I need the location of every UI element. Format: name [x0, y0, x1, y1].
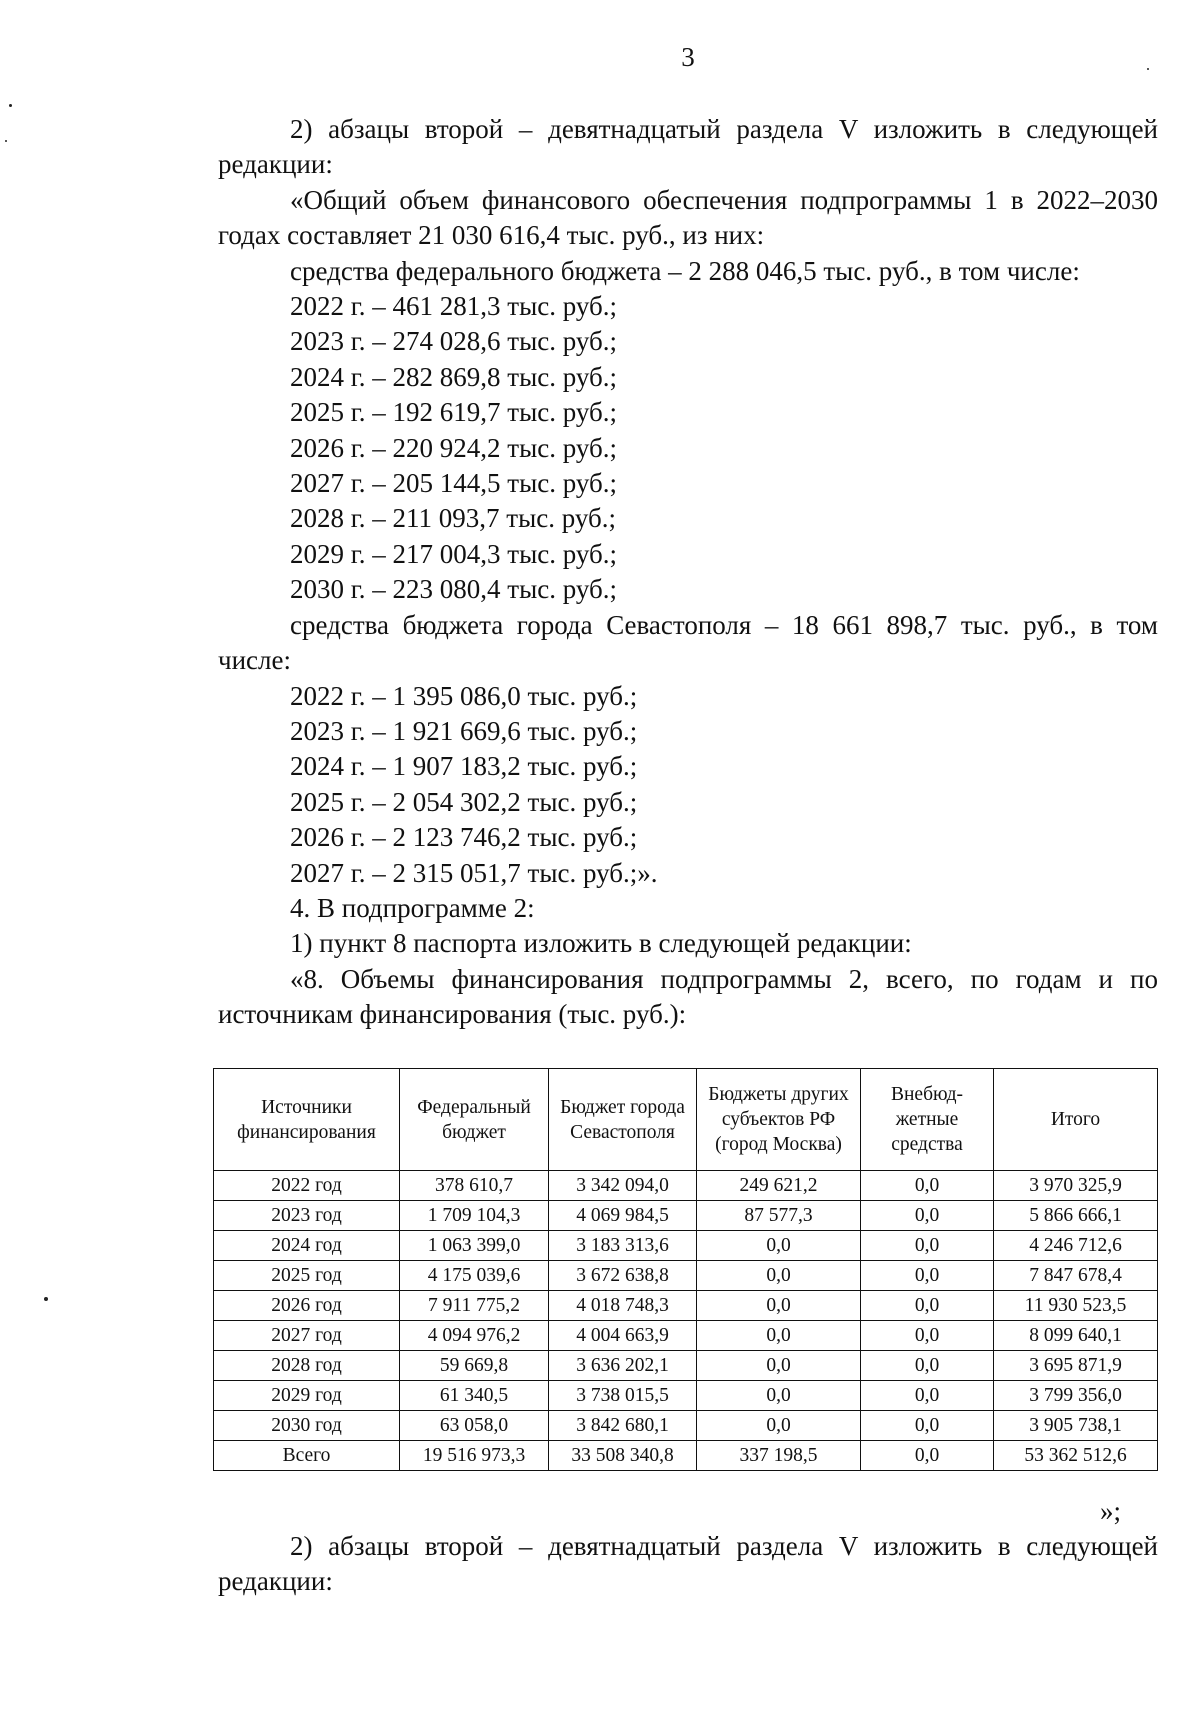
table-cell: 0,0: [861, 1441, 994, 1471]
scan-speck: [44, 1297, 48, 1301]
table-cell: 4 069 984,5: [549, 1201, 697, 1231]
table-cell: 3 695 871,9: [994, 1351, 1158, 1381]
table-cell: 19 516 973,3: [400, 1441, 549, 1471]
header-extrabudgetary: Внебюд-жетные средства: [861, 1069, 994, 1171]
table-cell: 3 842 680,1: [549, 1411, 697, 1441]
table-cell: 3 905 738,1: [994, 1411, 1158, 1441]
table-row: [214, 1261, 1158, 1291]
table-cell: 2030 год: [214, 1411, 400, 1441]
list-item: 2027 г. – 205 144,5 тыс. руб.;: [290, 468, 617, 499]
federal-years-list: [218, 289, 1158, 608]
table-cell: 0,0: [861, 1321, 994, 1351]
table-cell: 7 911 775,2: [400, 1291, 549, 1321]
table-cell: 4 004 663,9: [549, 1321, 697, 1351]
list-item: 2022 г. – 461 281,3 тыс. руб.;: [290, 291, 617, 322]
list-item: 2024 г. – 1 907 183,2 тыс. руб.;: [290, 751, 638, 782]
header-city: Бюджет города Севастополя: [549, 1069, 697, 1171]
list-item: 2023 г. – 274 028,6 тыс. руб.;: [290, 326, 617, 357]
table-cell: 0,0: [861, 1411, 994, 1441]
table-cell: 4 175 039,6: [400, 1261, 549, 1291]
table-cell: 2022 год: [214, 1171, 400, 1201]
table-cell: 0,0: [697, 1411, 861, 1441]
table-cell: 0,0: [697, 1381, 861, 1411]
federal-budget-heading: средства федерального бюджета – 2 288 046,5 тыс. руб., в том числе:: [290, 255, 1080, 286]
list-item: 2028 г. – 211 093,7 тыс. руб.;: [290, 503, 616, 534]
header-other-subjects: Бюджеты других субъектов РФ (город Москва): [697, 1069, 861, 1171]
table-cell: 0,0: [697, 1231, 861, 1261]
table-cell: 0,0: [697, 1291, 861, 1321]
table-cell: 0,0: [861, 1231, 994, 1261]
table-cell: 0,0: [861, 1381, 994, 1411]
table-cell: 61 340,5: [400, 1381, 549, 1411]
table-row: [214, 1351, 1158, 1381]
paragraph-section-v-tail: 2) абзацы второй – девятнадцатый раздела V изложить в следующей редакции:: [218, 1531, 1158, 1597]
table-cell: 0,0: [697, 1261, 861, 1291]
list-item: 2026 г. – 220 924,2 тыс. руб.;: [290, 432, 617, 463]
table-cell: 59 669,8: [400, 1351, 549, 1381]
table-header-row: [214, 1069, 1158, 1171]
city-years-list: [218, 679, 1158, 891]
body-text: [218, 112, 1158, 1033]
item-8-financing: «8. Объемы финансирования подпрограммы 2, всего, по годам и по источникам финансирования (тыс. руб.):: [218, 963, 1158, 1030]
table-cell: 63 058,0: [400, 1411, 549, 1441]
list-item: 2026 г. – 2 123 746,2 тыс. руб.;: [290, 822, 638, 853]
table-cell: 0,0: [861, 1291, 994, 1321]
table-cell: 1 709 104,3: [400, 1201, 549, 1231]
table-cell: 0,0: [697, 1321, 861, 1351]
table-body: [214, 1171, 1158, 1471]
table-row: [214, 1381, 1158, 1411]
table-cell: 2023 год: [214, 1201, 400, 1231]
table-cell: 0,0: [861, 1261, 994, 1291]
table-row: [214, 1411, 1158, 1441]
list-item: 2030 г. – 223 080,4 тыс. руб.;: [290, 574, 617, 605]
section-4-heading: 4. В подпрограмме 2:: [290, 892, 535, 923]
paragraph-section-v-intro: 2) абзацы второй – девятнадцатый раздела V изложить в следующей редакции:: [218, 114, 1158, 180]
table-cell: 378 610,7: [400, 1171, 549, 1201]
table-cell: 0,0: [861, 1201, 994, 1231]
table-row: [214, 1201, 1158, 1231]
city-budget-heading: средства бюджета города Севастополя – 18 661 898,7 тыс. руб., в том числе:: [218, 609, 1158, 676]
table-cell: 8 099 640,1: [994, 1321, 1158, 1351]
paragraph-total-volume: «Общий объем финансового обеспечения подпрограммы 1 в 2022–2030 годах составляет 21 030 616,4 тыс. руб., из них:: [218, 184, 1158, 251]
list-item: 2022 г. – 1 395 086,0 тыс. руб.;: [290, 680, 638, 711]
header-sources: Источники финансирования: [214, 1069, 400, 1171]
table-cell: 0,0: [861, 1351, 994, 1381]
item-1-passport: 1) пункт 8 паспорта изложить в следующей редакции:: [290, 928, 912, 959]
table-cell: 7 847 678,4: [994, 1261, 1158, 1291]
table-cell: 3 183 313,6: [549, 1231, 697, 1261]
table-cell: 2024 год: [214, 1231, 400, 1261]
closing-quote: »;: [1100, 1496, 1122, 1526]
financing-table-wrapper: [213, 1068, 1157, 1471]
table-row: [214, 1441, 1158, 1471]
list-item: 2025 г. – 192 619,7 тыс. руб.;: [290, 397, 617, 428]
scan-speck: [5, 140, 7, 142]
list-item: 2027 г. – 2 315 051,7 тыс. руб.;».: [290, 857, 658, 888]
table-cell: 53 362 512,6: [994, 1441, 1158, 1471]
table-cell: 4 094 976,2: [400, 1321, 549, 1351]
table-cell: 2028 год: [214, 1351, 400, 1381]
scan-speck: [1147, 68, 1149, 70]
table-cell: 1 063 399,0: [400, 1231, 549, 1261]
header-total: Итого: [994, 1069, 1158, 1171]
table-cell: Всего: [214, 1441, 400, 1471]
table-cell: 3 672 638,8: [549, 1261, 697, 1291]
table-cell: 5 866 666,1: [994, 1201, 1158, 1231]
page-number: 3: [681, 42, 695, 72]
table-cell: 3 799 356,0: [994, 1381, 1158, 1411]
list-item: 2029 г. – 217 004,3 тыс. руб.;: [290, 538, 617, 569]
table-cell: 11 930 523,5: [994, 1291, 1158, 1321]
table-cell: 87 577,3: [697, 1201, 861, 1231]
table-cell: 3 636 202,1: [549, 1351, 697, 1381]
table-cell: 2029 год: [214, 1381, 400, 1411]
table-row: [214, 1321, 1158, 1351]
table-row: [214, 1171, 1158, 1201]
list-item: 2025 г. – 2 054 302,2 тыс. руб.;: [290, 786, 638, 817]
table-cell: 3 970 325,9: [994, 1171, 1158, 1201]
table-cell: 33 508 340,8: [549, 1441, 697, 1471]
table-cell: 0,0: [861, 1171, 994, 1201]
table-row: [214, 1291, 1158, 1321]
table-cell: 2025 год: [214, 1261, 400, 1291]
table-cell: 3 738 015,5: [549, 1381, 697, 1411]
table-cell: 4 246 712,6: [994, 1231, 1158, 1261]
financing-table: [213, 1068, 1158, 1471]
table-row: [214, 1231, 1158, 1261]
tail-text: [218, 1529, 1158, 1600]
scan-speck: [9, 104, 12, 107]
list-item: 2023 г. – 1 921 669,6 тыс. руб.;: [290, 715, 638, 746]
table-cell: 2026 год: [214, 1291, 400, 1321]
table-cell: 2027 год: [214, 1321, 400, 1351]
table-cell: 3 342 094,0: [549, 1171, 697, 1201]
list-item: 2024 г. – 282 869,8 тыс. руб.;: [290, 361, 617, 392]
header-federal: Федеральный бюджет: [400, 1069, 549, 1171]
table-cell: 249 621,2: [697, 1171, 861, 1201]
table-cell: 337 198,5: [697, 1441, 861, 1471]
table-cell: 0,0: [697, 1351, 861, 1381]
table-cell: 4 018 748,3: [549, 1291, 697, 1321]
